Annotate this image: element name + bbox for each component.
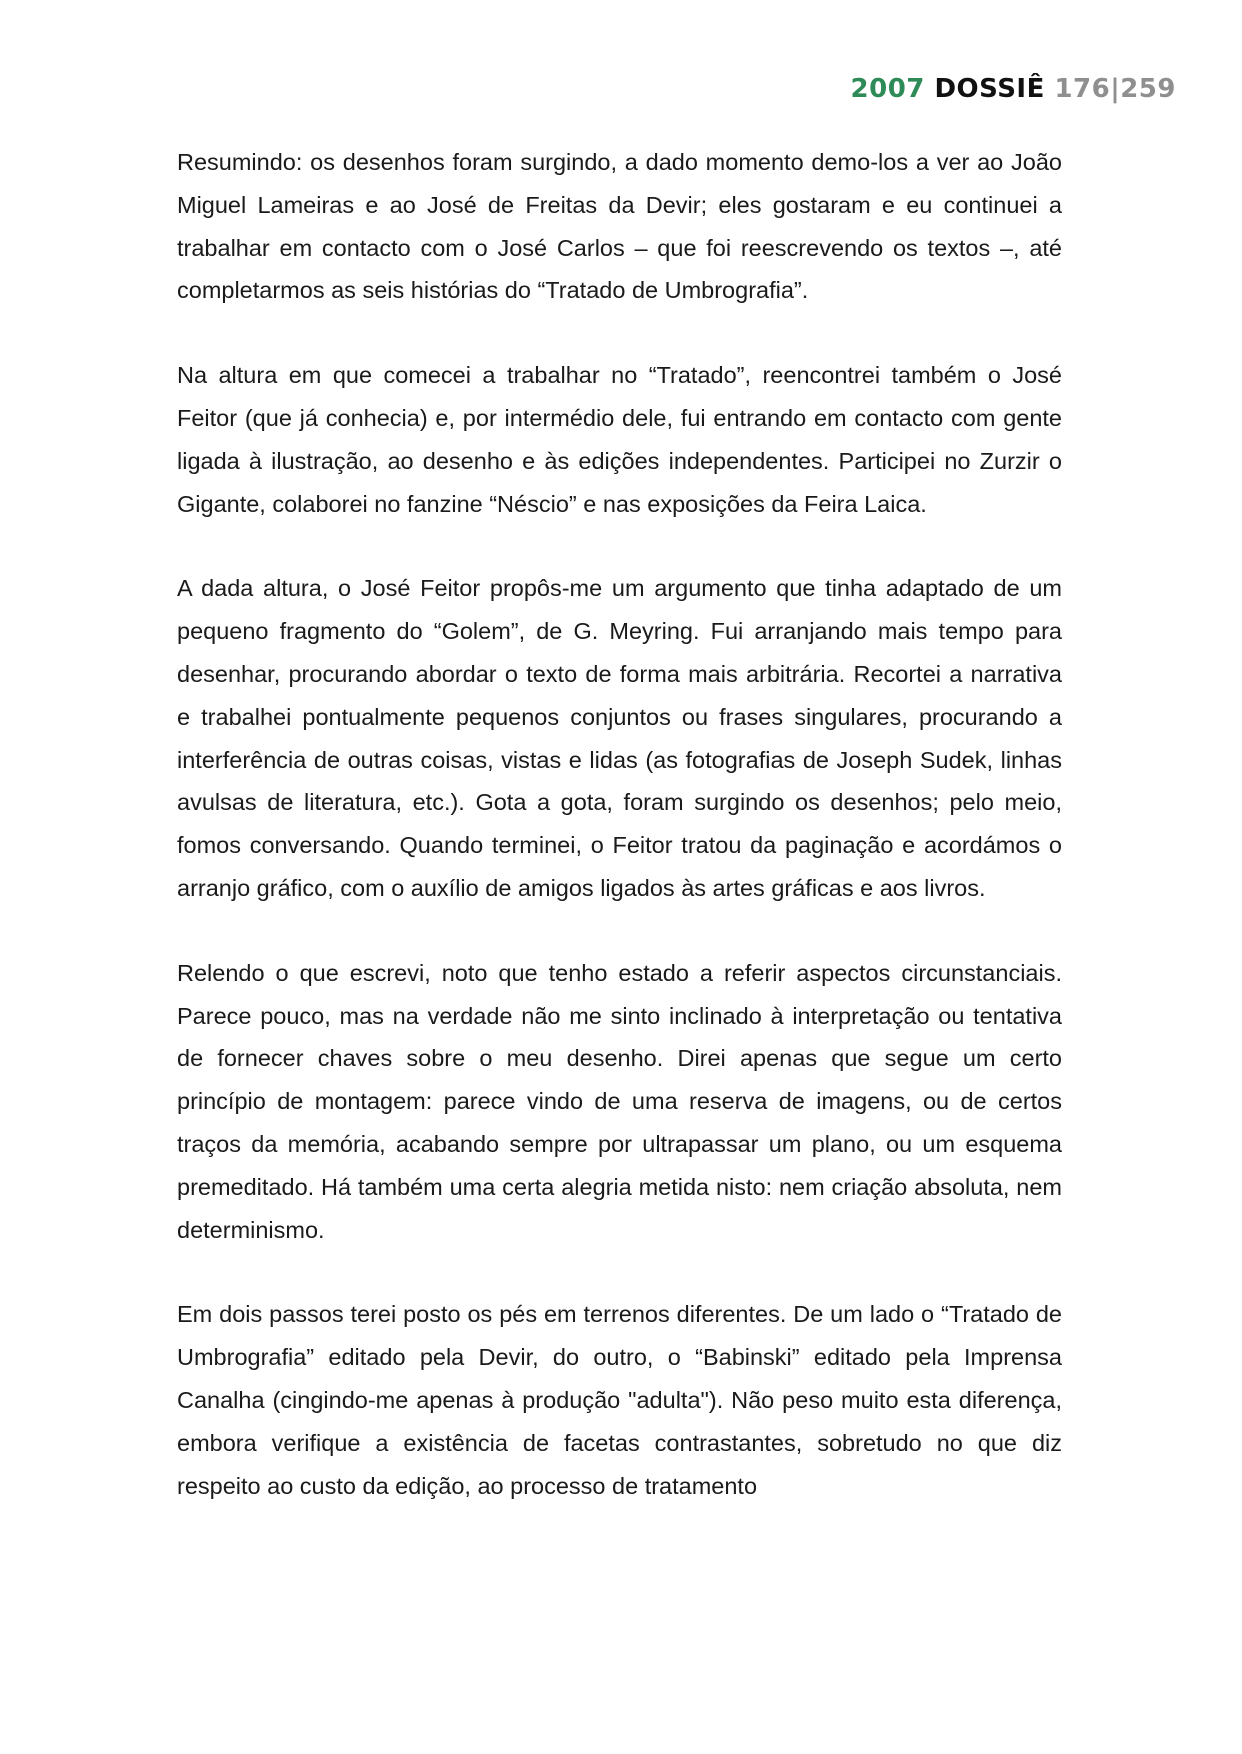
page-current: 176 bbox=[1054, 74, 1111, 104]
header-year: 2007 bbox=[850, 74, 925, 104]
page-separator: | bbox=[1110, 74, 1121, 104]
paragraph: Na altura em que comecei a trabalhar no “Tratado”, reencontrei também o José Feitor (que já conhecia) e, por intermédio dele, fui entrando em contacto com gente ligada à ilustração, ao desenho e às edições independentes. Participei no Zurzir o Gigante, colaborei no fanzine “Néscio” e nas exposições da Feira Laica. bbox=[177, 362, 1062, 517]
header-title: DOSSIÊ bbox=[934, 74, 1045, 104]
paragraph: A dada altura, o José Feitor propôs-me um argumento que tinha adaptado de um pequeno fragmento do “Golem”, de G. Meyring. Fui arranjando mais tempo para desenhar, procurando abordar o texto de forma mais arbitrária. Recortei a narrativa e trabalhei pontualmente pequenos conjuntos ou frases singulares, procurando a interferência de outras coisas, vistas e lidas (as fotografias de Joseph Sudek, linhas avulsas de literatura, etc.). Gota a gota, foram surgindo os desenhos; pelo meio, fomos conversando. Quando terminei, o Feitor tratou da paginação e acordámos o arranjo gráfico, com o auxílio de amigos ligados às artes gráficas e aos livros. bbox=[177, 575, 1062, 901]
paragraph: Relendo o que escrevi, noto que tenho estado a referir aspectos circunstanciais. Parece pouco, mas na verdade não me sinto inclinado à interpretação ou tentativa de fornecer chaves sobre o meu desenho. Direi apenas que segue um certo princípio de montagem: parece vindo de uma reserva de imagens, ou de certos traços da memória, acabando sempre por ultrapassar um plano, ou um esquema premeditado. Há também uma certa alegria metida nisto: nem criação absoluta, nem determinismo. bbox=[177, 959, 1062, 1243]
paragraph: Resumindo: os desenhos foram surgindo, a dado momento demo-los a ver ao João Miguel Lameiras e ao José de Freitas da Devir; eles gostaram e eu continuei a trabalhar em contacto com o José Carlos – que foi reescrevendo os textos –, até completarmos as seis histórias do “Tratado de Umbrografia”. bbox=[177, 149, 1062, 304]
page-number bbox=[1054, 74, 1176, 104]
paragraph: Em dois passos terei posto os pés em terrenos diferentes. De um lado o “Tratado de Umbrografia” editado pela Devir, do outro, o “Babinski” editado pela Imprensa Canalha (cingindo-me apenas à produção "adulta"). Não peso muito esta diferença, embora verifique a existência de facetas contrastantes, sobretudo no que diz respeito ao custo da edição, ao processo de tratamento bbox=[177, 1301, 1062, 1499]
page-header bbox=[851, 74, 1176, 104]
article-body bbox=[177, 141, 1062, 1507]
page-total: 259 bbox=[1120, 74, 1176, 104]
